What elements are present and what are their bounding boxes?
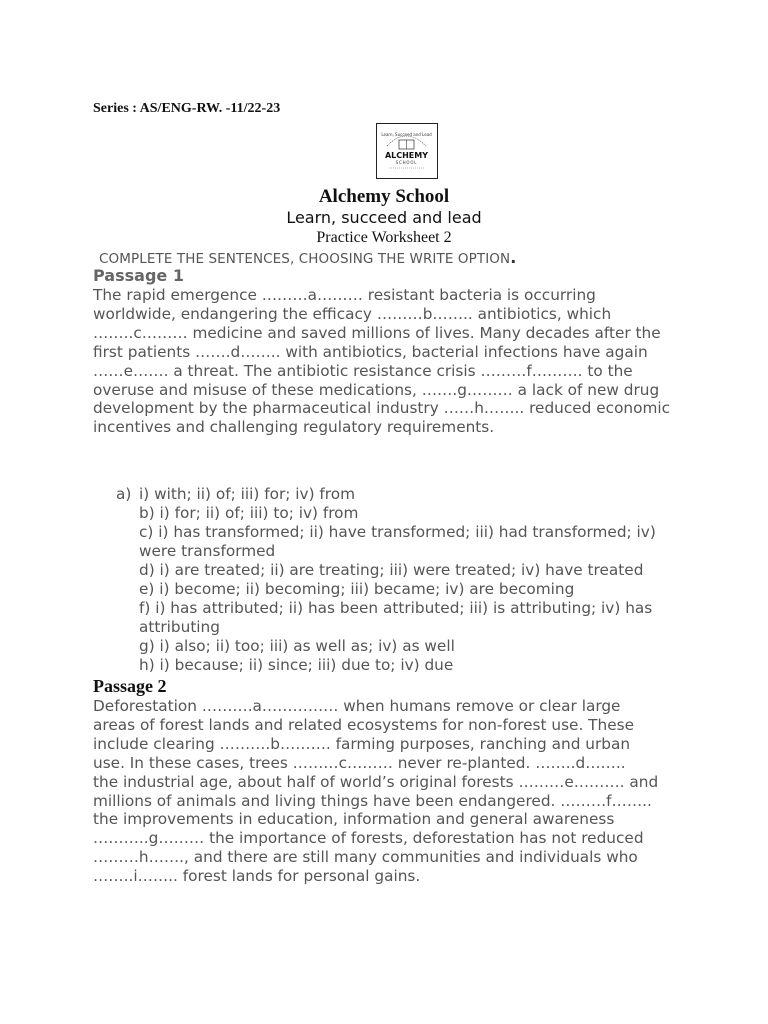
passage-line: worldwide, endangering the efficacy ………b…….. antibiotics, which [93,304,612,323]
logo-subtext: SCHOOL [395,160,418,165]
passage-line: ……e……. a threat. The antibiotic resistance crisis ………f………. to the [93,361,633,380]
option-item: were transformed [139,542,276,560]
logo-wordmark: ALCHEMY [384,151,429,160]
passage-line: The rapid emergence ………a……… resistant bacteria is occurring [93,286,596,304]
passage-line: ………..g……… the importance of forests, deforestation has not reduced [93,829,644,848]
option-item: f) i) has attributed; ii) has been attributed; iii) is attributing; iv) has [139,599,653,617]
option-item: b) i) for; ii) of; iii) to; iv) from [139,504,359,522]
option-item: g) i) also; ii) too; iii) as well as; iv) as well [139,637,455,655]
school-tagline: Learn, succeed and lead [286,208,482,227]
logo-motto: Learn, Succeed and Lead [381,132,432,137]
passage-2-text [93,697,693,886]
passage-2-heading: Passage 2 [93,676,167,696]
option-item: attributing [139,618,220,636]
passage-line: the industrial age, about half of world’s original forests ………e………. and [93,772,659,791]
passage-line: overuse and misuse of these medications, …….g……… a lack of new drug [93,380,660,399]
passage-line: Deforestation ……….a…………… when humans remove or clear large [93,697,621,715]
passage-line: incentives and challenging regulatory requirements. [93,418,495,437]
passage-line: first patients …….d…….. with antibiotics, bacterial infections have again [93,342,648,361]
option-item: h) i) because; ii) since; iii) due to; iv) due [139,656,454,674]
passage-line: ……..i…….. forest lands for personal gains. [93,867,421,886]
option-item: c) i) has transformed; ii) have transformed; iii) had transformed; iv) [139,523,656,541]
option-item: e) i) become; ii) becoming; iii) became; iv) are becoming [139,580,575,598]
instruction-text: COMPLETE THE SENTENCES, CHOOSING THE WRITE OPTION. [99,248,517,267]
passage-line: ……..c……… medicine and saved millions of lives. Many decades after the [93,323,661,342]
option-item: i) with; ii) of; iii) for; iv) from [139,485,356,503]
passage-1-text [93,286,693,437]
school-logo [376,123,438,179]
passage-line: development by the pharmaceutical industry ……h…….. reduced economic [93,399,671,418]
passage-line: use. In these cases, trees ………c……… never re-planted. ……..d…….. [93,753,626,772]
passage-line: the improvements in education, information and general awareness [93,810,615,829]
option-marker: a) [116,485,132,503]
passage-line: areas of forest lands and related ecosystems for non-forest use. These [93,715,635,734]
option-item: d) i) are treated; ii) are treating; iii) were treated; iv) have treated [139,561,644,579]
school-name: Alchemy School [318,186,450,207]
passage-line: millions of animals and living things have been endangered. ………f…….. [93,791,652,810]
worksheet-title: Practice Worksheet 2 [316,229,452,246]
passage-1-heading: Passage 1 [93,266,184,285]
series-code: Series : AS/ENG-RW. -11/22-23 [93,101,281,116]
passage-line: ………h……., and there are still many communities and individuals who [93,848,638,867]
passage-line: include clearing ……….b………. farming purposes, ranching and urban [93,734,631,753]
